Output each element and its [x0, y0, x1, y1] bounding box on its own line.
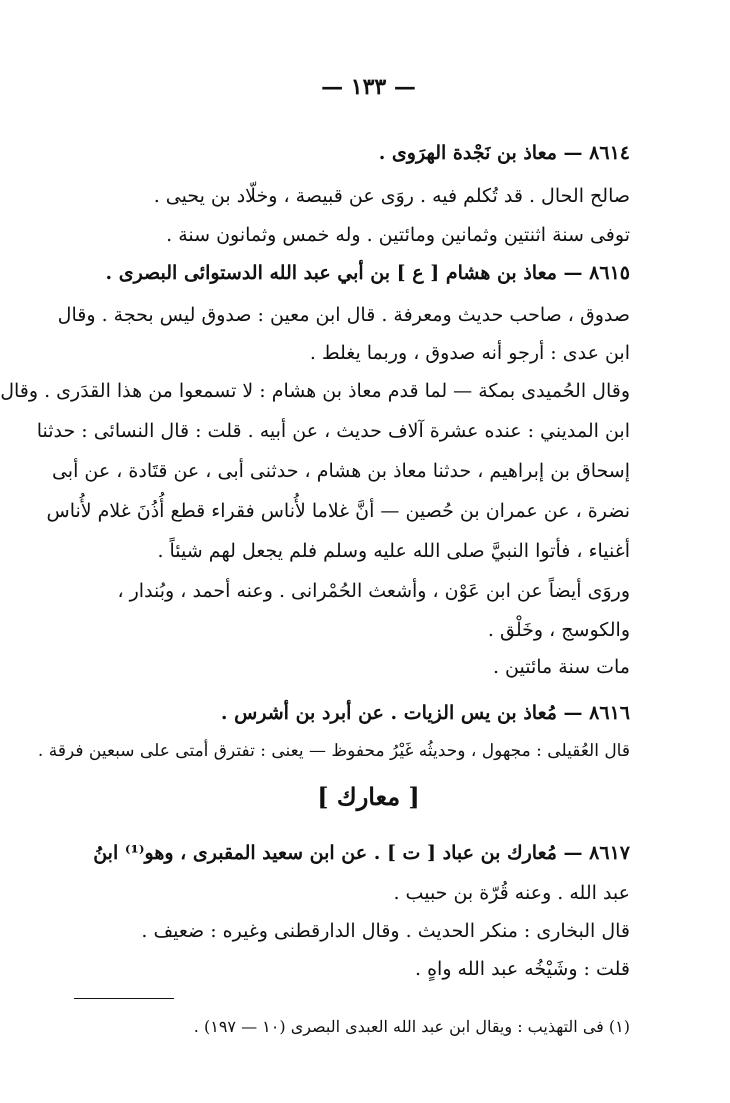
entry-8614-heading: ٨٦١٤ — معاذ بن نَجْدة الهرَوى .: [378, 142, 630, 164]
text-line: إسحاق بن إبراهيم ، حدثنا معاذ بن هشام ، حدثنى أبى ، عن قتَادة ، عن أبى: [51, 460, 630, 482]
text-line: ابن عدى : أرجو أنه صدوق ، وربما يغلط .: [309, 342, 630, 364]
text-line: صدوق ، صاحب حديث ومعرفة . قال ابن معين : صدوق ليس بحجة . وقال: [57, 304, 630, 326]
text-line: صالح الحال . قد تُكلم فيه . روَى عن قبيصة ، وخلّاد بن يحيى .: [153, 185, 630, 207]
text-line: قال البخارى : منكر الحديث . وقال الدارقطنى وغيره : ضعيف .: [141, 920, 630, 942]
footnote: (١) فى التهذيب : ويقال ابن عبد الله العبدى البصرى (١٠ — ١٩٧) .: [193, 1017, 630, 1036]
page-number: — ١٣٣ —: [321, 74, 416, 100]
entry-8615-heading: ٨٦١٥ — معاذ بن هشام [ ع ] بن أبي عبد الله الدستوائى البصرى .: [105, 262, 630, 284]
text-line: نضرة ، عن عمران بن حُصين — أنَّ غلاما لأُناس فقراء قطع أُذُنَ غلام لأُناس: [46, 500, 630, 522]
text-line: أغنياء ، فأتوا النبيَّ صلى الله عليه وسلم فلم يجعل لهم شيئاً .: [157, 540, 630, 562]
text-line: عبد الله . وعنه قُرّة بن حبيب .: [393, 882, 630, 904]
text-line: والكوسج ، وخَلْق .: [487, 619, 630, 641]
text-line: وقال الحُميدى بمكة — لما قدم معاذ بن هشام : لا تسمعوا من هذا القدَرى . وقال: [0, 380, 630, 402]
section-heading: [ معارك ]: [317, 782, 420, 811]
text-line: توفى سنة اثنتين وثمانين ومائتين . وله خمس وثمانون سنة .: [166, 224, 630, 246]
text-line: قال العُقيلى : مجهول ، وحديثُه غَيْرُ محفوظ — يعنى : تفترق أمتى على سبعين فرقة .: [37, 741, 630, 761]
text-line: وروَى أيضاً عن ابن عَوْن ، وأشعث الحُمْرانى . وعنه أحمد ، وبُندار ،: [117, 580, 630, 602]
text-line: قلت : وشَيْخُه عبد الله واهٍ .: [415, 958, 630, 980]
footnote-divider: [74, 998, 174, 999]
entry-8616-heading: ٨٦١٦ — مُعاذ بن يس الزيات . عن أبرد بن أشرس .: [220, 702, 630, 724]
text-line: مات سنة مائتين .: [492, 656, 630, 678]
text-line: ابن المديني : عنده عشرة آلاف حديث ، عن أبيه . قلت : قال النسائى : حدثنا: [36, 420, 630, 442]
entry-8617-heading: ٨٦١٧ — مُعارك بن عباد [ ت ] . عن ابن سعيد المقبرى ، وهو⁽¹⁾ ابنُ: [93, 842, 630, 864]
